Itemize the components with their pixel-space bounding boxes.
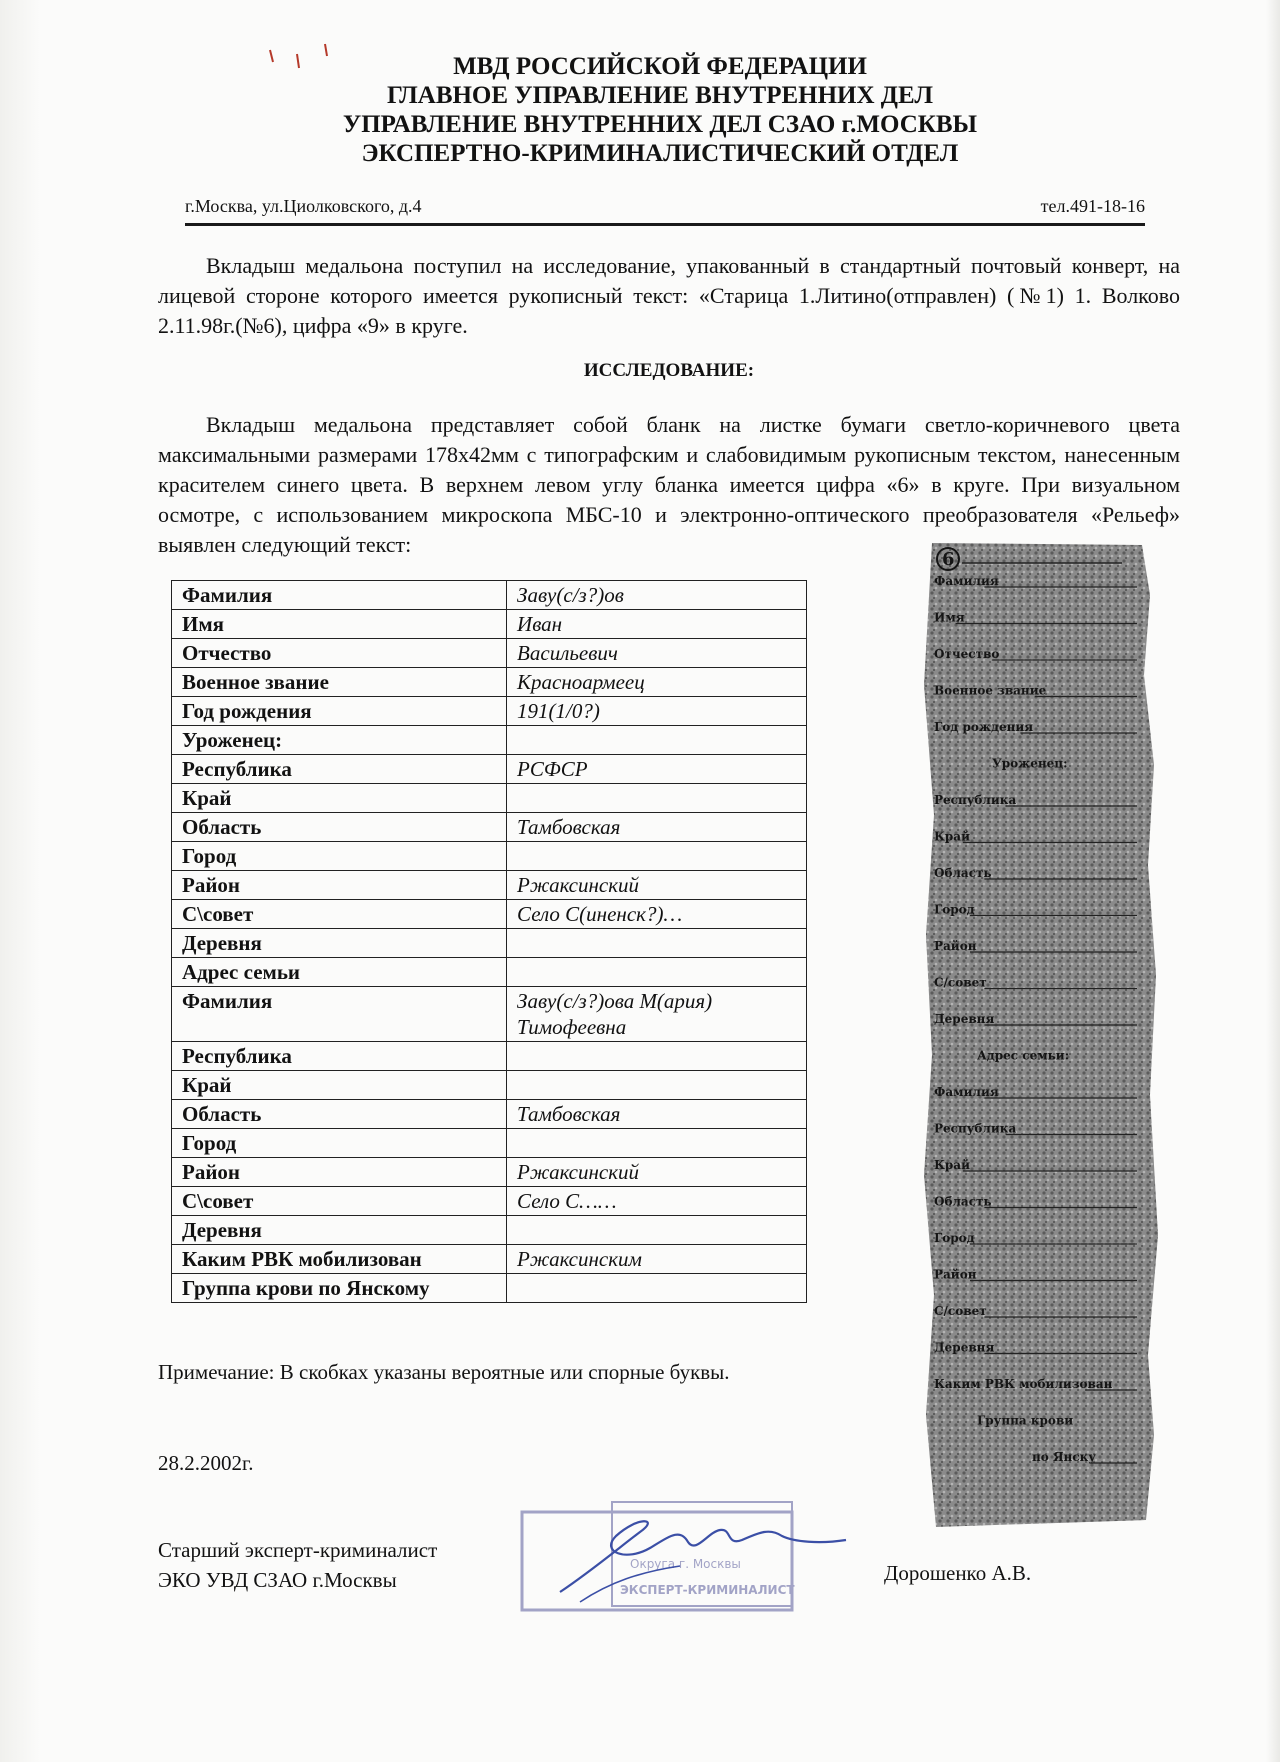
insert-label: Республика [934,1121,1017,1136]
table-field-value [507,929,807,958]
table-field-value: Заву(с/з?)ова М(ария) Тимофеевна [507,987,807,1042]
document-date: 28.2.2002г. [158,1451,254,1475]
insert-label: Фамилия [934,574,999,588]
table-row [172,668,807,697]
signatory-title-line1: Старший эксперт-криминалист [158,1538,438,1562]
table-row [172,697,807,726]
insert-label: Край [934,1158,970,1172]
insert-label: по Янску [1032,1450,1096,1464]
table-field-value: Село С…… [507,1187,807,1216]
table-field-name: Деревня [172,929,507,958]
table-field-name: Область [172,813,507,842]
header-line-ministry: МВД РОССИЙСКОЙ ФЕДЕРАЦИИ [453,53,867,80]
table-row [172,1245,807,1274]
table-field-value [507,958,807,987]
table-row [172,784,807,813]
insert-label: Военное звание [934,683,1047,698]
table-field-value: Красноармеец [507,668,807,697]
table-row [172,1129,807,1158]
header-line-district-department: УПРАВЛЕНИЕ ВНУТРЕННИХ ДЕЛ СЗАО г.МОСКВЫ [342,111,978,138]
table-field-value [507,726,807,755]
table-field-value [507,1071,807,1100]
table-field-name: Район [172,871,507,900]
table-field-name: Адрес семьи [172,958,507,987]
table-field-name: Край [172,784,507,813]
stamp-line1: Округа г. Москвы [630,1557,741,1571]
insert-digit: 6 [942,549,955,570]
table-field-name: Военное звание [172,668,507,697]
official-stamp [522,1502,795,1610]
insert-label: Фамилия [934,1085,999,1099]
insert-label: Республика [934,793,1017,807]
table-row [172,929,807,958]
table-field-name: Фамилия [172,581,507,610]
insert-label: С/совет [934,1304,987,1318]
insert-label: Район [934,939,977,953]
signatory-title [158,1535,437,1595]
table-row [172,1042,807,1071]
table-field-name: Район [172,1158,507,1187]
header-line-main-department: ГЛАВНОЕ УПРАВЛЕНИЕ ВНУТРЕННИХ ДЕЛ [387,82,933,109]
stamp-line2: ЭКСПЕРТ-КРИМИНАЛИСТ [620,1583,795,1597]
medallion-insert-image [922,535,1162,1530]
insert-label: С/совет [934,975,987,990]
table-field-value: Село С(иненск?)… [507,900,807,929]
table-row [172,1187,807,1216]
table-field-value [507,1129,807,1158]
insert-label: Каким РВК мобилизован [934,1377,1113,1391]
table-row [172,610,807,639]
insert-label: Город [934,1231,975,1245]
table-field-value: Тамбовская [507,813,807,842]
insert-label: Уроженец: [992,756,1068,771]
research-paragraph: Вкладыш медальона представляет собой бланк на листке бумаги светло-коричневого цвета максимальными размерами 178х42мм с типографским и слабовидимым рукописным текстом, нанесенным красителем синего цвета. В верхнем левом углу бланка имеется цифра «6» в круге. При визуальном осмотре, с использованием микроскопа МБС-10 и электронно-оптического преобразователя «Рельеф» выявлен следующий текст: [158,412,1180,557]
table-field-name: Область [172,1100,507,1129]
table-field-value: РСФСР [507,755,807,784]
table-field-name: Фамилия [172,987,507,1042]
signatory-title-line2: ЭКО УВД СЗАО г.Москвы [158,1568,397,1592]
table-row [172,987,807,1042]
table-row [172,1071,807,1100]
table-field-name: Каким РВК мобилизован [172,1245,507,1274]
table-field-name: С\совет [172,900,507,929]
table-row [172,1158,807,1187]
table-field-value: Заву(с/з?)ов [507,581,807,610]
table-row [172,958,807,987]
insert-label: Деревня [934,1340,995,1355]
table-row [172,581,807,610]
header-line-forensic-department: ЭКСПЕРТНО-КРИМИНАЛИСТИЧЕСКИЙ ОТДЕЛ [361,140,959,167]
table-field-name: Имя [172,610,507,639]
insert-label: Отчество [934,647,1000,661]
table-field-name: Город [172,842,507,871]
page-fold-shade [0,0,40,1762]
table-field-name: Деревня [172,1216,507,1245]
insert-label: Имя [934,610,965,625]
insert-label: Группа крови [977,1413,1074,1428]
table-row [172,871,807,900]
phone-text: тел.491-18-16 [1040,196,1145,216]
document-header [160,52,1160,168]
contact-line [185,196,1145,217]
table-field-name: Отчество [172,639,507,668]
table-field-name: Уроженец: [172,726,507,755]
table-row [172,1100,807,1129]
table-field-name: Республика [172,1042,507,1071]
table-field-value [507,1216,807,1245]
table-field-value [507,1274,807,1303]
stamp-and-signature [520,1492,850,1612]
header-rule [185,223,1145,226]
table-field-name: Год рождения [172,697,507,726]
insert-label: Область [934,866,992,880]
table-row [172,1274,807,1303]
table-field-value: Ржаксинский [507,871,807,900]
table-field-value: Ржаксинским [507,1245,807,1274]
table-field-name: Группа крови по Янскому [172,1274,507,1303]
table-field-value: Ржаксинский [507,1158,807,1187]
insert-label: Деревня [934,1012,995,1026]
signatory-name: Дорошенко А.В. [884,1561,1032,1585]
insert-label: Город [934,902,975,917]
table-field-name: Край [172,1071,507,1100]
insert-label: Район [934,1267,977,1282]
table-field-value [507,842,807,871]
table-field-value: 191(1/0?) [507,697,807,726]
insert-label: Адрес семьи: [977,1048,1070,1063]
table-field-name: Республика [172,755,507,784]
table-field-name: С\совет [172,1187,507,1216]
deciphered-form-table [171,580,807,1303]
table-field-value: Тамбовская [507,1100,807,1129]
table-row [172,813,807,842]
table-field-name: Город [172,1129,507,1158]
insert-label: Область [934,1194,992,1209]
table-row [172,726,807,755]
table-field-value: Иван [507,610,807,639]
table-row [172,639,807,668]
section-heading: ИССЛЕДОВАНИЕ: [583,360,755,381]
table-field-value [507,784,807,813]
table-row [172,900,807,929]
note-text: Примечание: В скобках указаны вероятные или спорные буквы. [158,1360,730,1384]
page-edge-shade [1266,0,1280,1762]
address-text: г.Москва, ул.Циолковского, д.4 [185,196,422,216]
table-row [172,755,807,784]
table-field-value [507,1042,807,1071]
insert-label: Край [934,829,970,844]
intro-paragraph: Вкладыш медальона поступил на исследование, упакованный в стандартный почтовый конверт, на лицевой стороне которого имеется рукописный текст: «Старица 1.Литино(отправлен) (№1) 1. Волково 2.11.98г.(№6), цифра «9» в круге. [158,253,1180,338]
table-row [172,842,807,871]
table-row [172,1216,807,1245]
insert-label: Год рождения [934,720,1034,734]
table-field-value: Васильевич [507,639,807,668]
